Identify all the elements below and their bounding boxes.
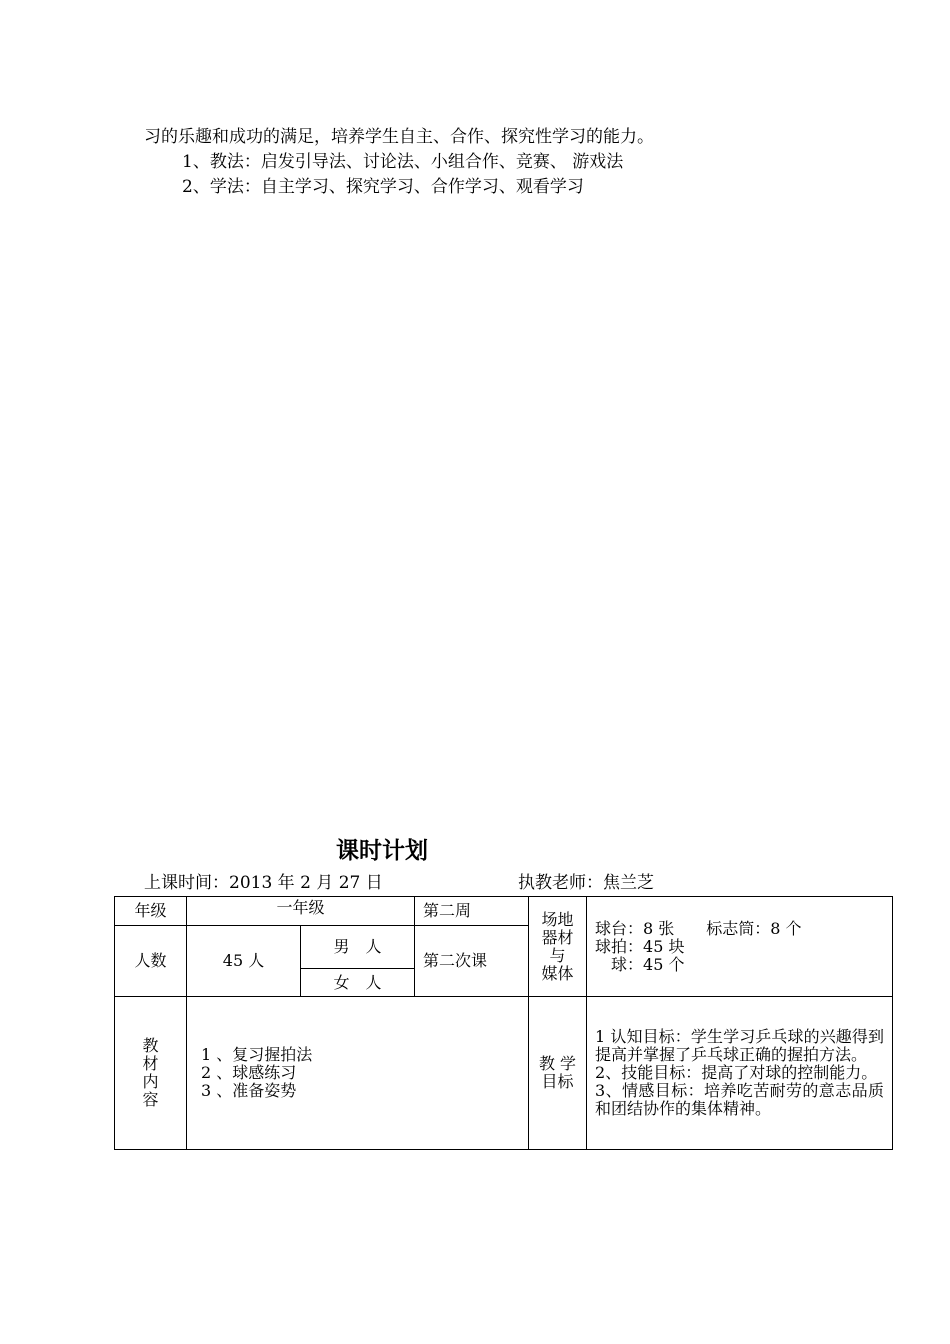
learning-method-line: 2、学法：自主学习、探究学习、合作学习、观看学习 (182, 177, 584, 197)
venue-label-3: 与 (549, 945, 566, 965)
goal-item: 2、技能目标：提高了对球的控制能力。 (595, 1063, 878, 1083)
goal-label-1: 教 学 (538, 1054, 577, 1074)
equipment-item: 球台：8 张 标志筒：8 个 (595, 918, 802, 938)
goal-label (529, 997, 587, 1150)
content-label-1: 教 (142, 1036, 159, 1056)
goal-item: 1 认知目标：学生学习乒乓球的兴趣得到提高并掌握了乒乓球正确的握拍方法。 (595, 1027, 885, 1065)
content-label-2: 材 (142, 1054, 159, 1074)
equipment-list (587, 897, 893, 997)
content-label-3: 内 (142, 1072, 159, 1092)
intro-line-1: 习的乐趣和成功的满足，培养学生自主、合作、探究性学习的能力。 (144, 127, 654, 147)
venue-label-1: 场地 (541, 909, 574, 929)
lesson-plan-table (114, 896, 893, 1150)
teacher-name: 执教老师：焦兰芝 (518, 873, 654, 893)
content-item: 1 、复习握拍法 (201, 1045, 313, 1065)
venue-label-4: 媒体 (541, 963, 574, 983)
lesson-number: 第二次课 (415, 926, 529, 997)
equipment-item: 球拍：45 块 (595, 936, 685, 956)
goal-label-2: 目标 (541, 1072, 574, 1092)
week-cell: 第二周 (415, 897, 529, 926)
goal-list (587, 997, 893, 1150)
content-item: 2 、球感练习 (201, 1063, 297, 1083)
female-count: 女 人 (301, 969, 415, 997)
class-date: 上课时间：2013 年 2 月 27 日 (144, 873, 383, 893)
content-label (115, 997, 187, 1150)
grade-label: 年级 (115, 897, 187, 926)
content-label-4: 容 (142, 1090, 159, 1110)
venue-label (529, 897, 587, 997)
count-value: 45 人 (187, 926, 301, 997)
venue-label-2: 器材 (541, 927, 574, 947)
content-list (187, 997, 529, 1150)
male-count: 男 人 (301, 926, 415, 969)
equipment-item: 球：45 个 (595, 954, 685, 974)
teaching-method-line: 1、教法：启发引导法、讨论法、小组合作、竞赛、 游戏法 (182, 152, 624, 172)
count-label: 人数 (115, 926, 187, 997)
content-item: 3 、准备姿势 (201, 1081, 297, 1101)
grade-value: 一年级 (187, 897, 415, 926)
plan-title: 课时计划 (336, 838, 428, 864)
goal-item: 3、情感目标：培养吃苦耐劳的意志品质和团结协作的集体精神。 (595, 1081, 885, 1119)
